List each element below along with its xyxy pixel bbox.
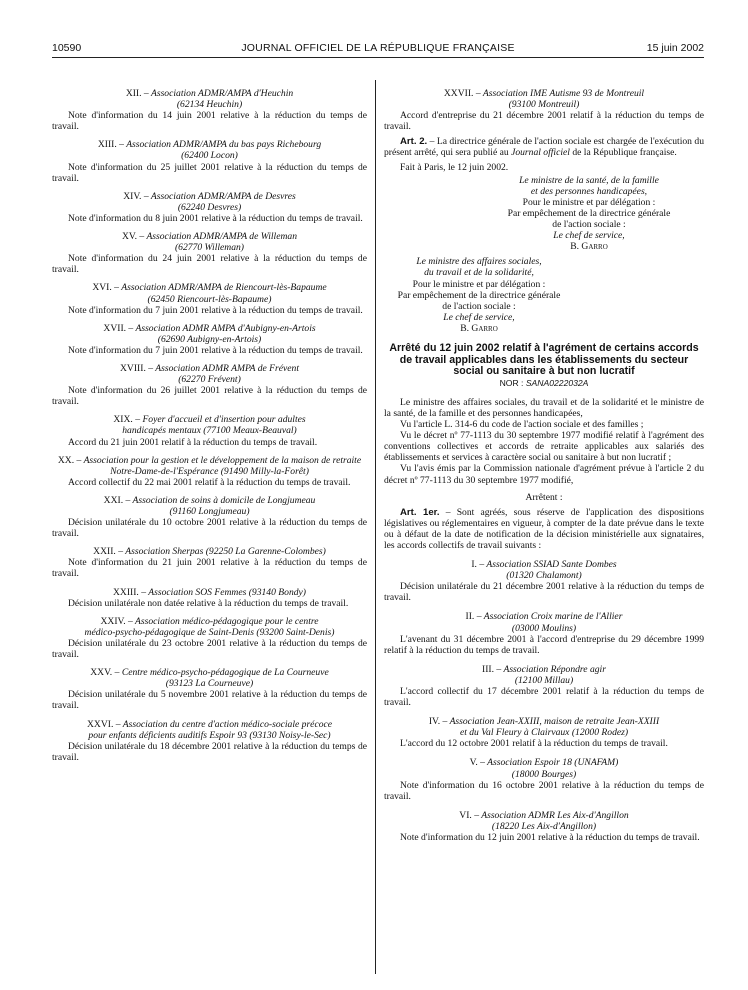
entry-place: (12100 Millau) <box>514 674 574 686</box>
entry-place: et du Val Fleury à Clairvaux (12000 Rodez) <box>459 727 629 739</box>
signature-line: B. Garro <box>570 241 608 253</box>
entry-heading <box>384 611 704 633</box>
nor-code: SANA0222032A <box>525 377 589 388</box>
article-text: – Sont agréés, sous réserve de l'application des dispositions législatives ou réglementaires en vigueur, à compter de la date prévue dans le texte ou à défaut de la date de notification de la décision ministérielle aux signataires, les accords collectifs de travail suivants : <box>384 506 704 551</box>
entry-title: Association IME Autisme 93 de Montreuil <box>482 88 645 99</box>
article-text-end: de la République française. <box>569 147 677 159</box>
entry-title: Association SSIAD Sante Dombes <box>486 559 617 571</box>
entry-text: Note d'information du 7 juin 2001 relative à la réduction du temps de travail. <box>68 344 363 356</box>
entry-number: XVI. – <box>92 282 119 294</box>
entry <box>52 231 367 275</box>
preamble-paragraph: Le ministre des affaires sociales, du travail et de la solidarité et le ministre de la santé, de la famille et des personnes handicapées, <box>384 396 704 419</box>
entry-place: (62450 Riencourt-lès-Bapaume) <box>147 293 272 305</box>
entry-text: Note d'information du 8 juin 2001 relative à la réduction du temps de travail. <box>68 212 363 224</box>
entry-text: Décision unilatérale non datée relative à la réduction du temps de travail. <box>68 597 349 609</box>
entry-text: Décision unilatérale du 18 décembre 2001 relative à la réduction du temps de travail. <box>52 740 367 763</box>
signature-line: Le ministre des affaires sociales, <box>416 256 542 268</box>
entry-text: Note d'information du 12 juin 2001 relative à la réduction du temps de travail. <box>400 832 700 844</box>
entry-number: XV. – <box>121 231 145 243</box>
entry-place: (18220 Les Aix-d'Angillon) <box>491 820 597 832</box>
entry-heading <box>52 455 367 477</box>
entry <box>52 363 367 407</box>
entry-number: III. – <box>482 663 502 675</box>
entry-place: (62770 Willeman) <box>174 242 244 254</box>
entry-heading <box>52 616 367 638</box>
entry-title: Association Sherpas (92250 La Garenne-Colombes) <box>125 546 326 558</box>
signature-line: Le ministre de la santé, de la famille <box>519 174 659 186</box>
entry-title: Association médico-pédagogique pour le centre <box>135 615 319 627</box>
entry <box>52 282 367 315</box>
entry-title: Association Espoir 18 (UNAFAM) <box>487 757 619 769</box>
entry-heading <box>52 139 367 161</box>
right-column <box>384 88 704 843</box>
left-column <box>52 88 367 763</box>
entry-heading <box>384 757 704 779</box>
entry-place: médico-psycho-pédagogique de Saint-Denis (93200 Saint-Denis) <box>84 626 335 638</box>
entry-place: (03000 Moulins) <box>511 622 577 634</box>
arrete-title: Arrêté du 12 juin 2002 relatif à l'agrément de certains accords de travail applicables dans les établissements du secteur social ou sanitaire à but non lucratif <box>389 341 699 378</box>
entry <box>52 667 367 711</box>
entry-place: (93100 Montreuil) <box>508 99 580 111</box>
entry <box>384 611 704 655</box>
arretent: Arrêtent : <box>525 491 563 503</box>
entry-title: Association ADMR/AMPA du bas pays Richebourg <box>126 139 322 151</box>
entry-heading <box>52 282 367 304</box>
entry-text: Note d'information du 26 juillet 2001 relative à la réduction du temps de travail. <box>52 385 367 408</box>
entry-title: Association Croix marine de l'Allier <box>483 611 623 623</box>
entry-title: Foyer d'accueil et d'insertion pour adultes <box>142 414 306 426</box>
journal-name: Journal officiel <box>511 147 570 159</box>
entry <box>52 414 367 447</box>
article-text: – La directrice générale de l'action sociale est chargée de l'exécution du présent arrêté, qui sera publié au <box>384 136 704 159</box>
entry-title: Association ADMR/AMPA de Willeman <box>146 231 297 243</box>
entry-number: XX. – <box>57 454 82 466</box>
nor-label: NOR : <box>499 377 526 388</box>
column-divider <box>375 80 376 974</box>
entry-title: Association pour la gestion et le développement de la maison de retraite Notre-Dame-de-l'Espérance (91490 Milly-la-Forêt) <box>83 454 362 477</box>
entry-place: (91160 Longjumeau) <box>169 506 250 517</box>
entry-place: (62270 Frévent) <box>178 374 241 386</box>
entry <box>384 559 704 603</box>
entry-place: (62400 Locon) <box>181 150 238 162</box>
entry-text: Note d'information du 24 juin 2001 relative à la réduction du temps de travail. <box>52 253 367 276</box>
entry-place: (62240 Desvres) <box>177 201 242 213</box>
entry-heading <box>52 414 367 436</box>
signature-block-2 <box>384 256 574 334</box>
entry-heading <box>52 587 367 598</box>
entry-number: XXV. – <box>90 667 120 679</box>
entry-heading <box>384 716 704 738</box>
entry-title: Association de soins à domicile de Longjumeau <box>132 494 316 506</box>
place-date-line: Fait à Paris, le 12 juin 2002. <box>400 161 509 173</box>
entry-text: Note d'information du 7 juin 2001 relative à la réduction du temps de travail. <box>68 304 363 316</box>
entry <box>384 757 704 801</box>
entry-heading <box>52 231 367 253</box>
article-label: Art. 1er. <box>400 506 440 518</box>
entry-number: XVII. – <box>103 322 134 334</box>
entry-heading <box>52 719 367 741</box>
entry-number: XII. – <box>125 88 149 99</box>
entry-title: Association ADMR AMPA d'Aubigny-en-Artois <box>135 322 316 334</box>
entry-number: II. – <box>465 611 482 623</box>
entry-title: Association ADMR/AMPA de Desvres <box>150 190 296 202</box>
entry-number: XXII. – <box>93 546 124 558</box>
entry-place: (01320 Chalamont) <box>506 570 582 582</box>
entry-text: Accord du 21 juin 2001 relatif à la réduction du temps de travail. <box>68 436 318 448</box>
entry-number: XXI. – <box>103 494 131 506</box>
entry-number: XXIII. – <box>112 586 147 598</box>
article-2 <box>384 136 704 158</box>
header-rule <box>52 57 704 58</box>
journal-title: JOURNAL OFFICIEL DE LA RÉPUBLIQUE FRANÇAISE <box>241 42 515 54</box>
entry-title: Association ADMR/AMPA d'Heuchin <box>150 88 294 99</box>
entry-number: XXVII. – <box>443 88 481 99</box>
entry-text: Note d'information du 16 octobre 2001 relative à la réduction du temps de travail. <box>384 779 704 802</box>
entry <box>52 546 367 579</box>
entry <box>384 810 704 843</box>
entry-title: Association ADMR/AMPA de Riencourt-lès-Bapaume <box>121 282 327 294</box>
entry-number: VI. – <box>459 809 479 821</box>
entry-place: (93123 La Courneuve) <box>165 678 254 690</box>
signature-line: de l'action sociale : <box>552 219 626 231</box>
entry <box>384 716 704 749</box>
entry-number: XXVI. – <box>86 718 121 730</box>
entry-text: Note d'information du 21 juin 2001 relative à la réduction du temps de travail. <box>52 557 367 580</box>
signature-block-1 <box>474 175 704 253</box>
entry-place: (62690 Aubigny-en-Artois) <box>157 333 262 345</box>
entry-text: Décision unilatérale du 10 octobre 2001 relative à la réduction du temps de travail. <box>52 517 367 540</box>
entry-number: I. – <box>471 559 485 571</box>
entry-text: Accord d'entreprise du 21 décembre 2001 relatif à la réduction du temps de travail. <box>384 110 704 133</box>
entry-number: XIV. – <box>123 190 149 202</box>
entry-title: Centre médico-psycho-pédagogique de La Courneuve <box>121 667 329 679</box>
entry-heading <box>52 191 367 213</box>
entry-number: IV. – <box>428 716 448 728</box>
entry-title: Association SOS Femmes (93140 Bondy) <box>148 586 307 598</box>
entry-heading <box>384 88 704 110</box>
signature-line: et des personnes handicapées, <box>530 185 648 197</box>
preamble <box>384 397 704 486</box>
entry <box>52 191 367 224</box>
entry-number: XXIV. – <box>100 615 133 627</box>
preamble-paragraph: Vu l'avis émis par la Commission nationale d'agrément prévue à l'article 2 du décret nº 77-1113 du 30 septembre 1977 modifié, <box>384 463 704 486</box>
entry <box>52 323 367 356</box>
entry-number: XIX. – <box>113 414 141 426</box>
entry-place: (62134 Heuchin) <box>176 99 243 111</box>
signature-line: Par empêchement de la directrice générale <box>507 207 671 219</box>
entry-text: Décision unilatérale du 5 novembre 2001 relative à la réduction du temps de travail. <box>52 689 367 712</box>
article-1 <box>384 507 704 551</box>
entry-xxvii <box>384 88 704 132</box>
entry-title: Association ADMR AMPA de Frévent <box>155 362 299 374</box>
entry-heading <box>52 667 367 689</box>
issue-date: 15 juin 2002 <box>646 42 704 54</box>
page-number: 10590 <box>52 42 82 54</box>
entry-title: Association Jean-XXIII, maison de retraite Jean-XXIII <box>449 716 660 728</box>
entry-heading <box>52 495 367 517</box>
entry-text: Note d'information du 14 juin 2001 relative à la réduction du temps de travail. <box>52 110 367 133</box>
signature-line: Le chef de service, <box>553 230 625 242</box>
entry-heading <box>52 323 367 345</box>
entry-heading <box>52 546 367 557</box>
signature-line: Pour le ministre et par délégation : <box>522 196 656 208</box>
nor-line <box>384 378 704 389</box>
entry-heading <box>384 664 704 686</box>
entry-place: handicapés mentaux (77100 Meaux-Beauval) <box>122 425 297 437</box>
article-label: Art. 2. <box>400 136 428 148</box>
signature-line: Pour le ministre et par délégation : <box>412 278 546 290</box>
signature-line: B. Garro <box>460 322 498 334</box>
page-header <box>52 42 704 58</box>
entry <box>52 139 367 183</box>
entry-heading <box>52 88 367 110</box>
signature-line: de l'action sociale : <box>442 300 516 312</box>
entry-text: L'avenant du 31 décembre 2001 à l'accord d'entreprise du 29 décembre 1999 relatif à la réduction du temps de travail. <box>384 633 704 656</box>
agreed-accords-list <box>384 559 704 843</box>
entry-text: Décision unilatérale du 21 décembre 2001 relative à la réduction du temps de travail. <box>384 581 704 604</box>
preamble-paragraph: Vu l'article L. 314-6 du code de l'action sociale et des familles ; <box>400 419 644 431</box>
preamble-paragraph: Vu le décret nº 77-1113 du 30 septembre 1977 modifié relatif à l'agrément des conventions collectives et accords de retraite applicables aux salariés des établissements et services à caractère social ou sanitaire à but non lucratif ; <box>384 430 704 464</box>
signature-line: Par empêchement de la directrice générale <box>397 289 561 301</box>
entry-title: Association ADMR Les Aix-d'Angillon <box>481 809 629 821</box>
entry <box>384 664 704 708</box>
entry-heading <box>52 363 367 385</box>
entry-text: Note d'information du 25 juillet 2001 relative à la réduction du temps de travail. <box>52 161 367 184</box>
entry-text: L'accord collectif du 17 décembre 2001 relatif à la réduction du temps de travail. <box>384 686 704 709</box>
signature-line: du travail et de la solidarité, <box>424 267 534 279</box>
entry-text: Décision unilatérale du 23 octobre 2001 relative à la réduction du temps de travail. <box>52 637 367 661</box>
entry-title: Association Répondre agir <box>503 663 606 675</box>
entry-number: XIII. – <box>97 139 124 151</box>
entry-heading <box>384 810 704 832</box>
entry-number: XVIII. – <box>120 362 154 374</box>
entry <box>52 616 367 660</box>
entry <box>52 495 367 539</box>
entry-text: Accord collectif du 22 mai 2001 relatif à la réduction du temps de travail. <box>68 476 351 488</box>
entry-heading <box>384 559 704 581</box>
signature-line: Le chef de service, <box>443 311 515 323</box>
entry <box>52 455 367 488</box>
entry <box>52 587 367 609</box>
entry-text: L'accord du 12 octobre 2001 relatif à la réduction du temps de travail. <box>400 738 668 750</box>
entry <box>52 719 367 763</box>
entry-place: (18000 Bourges) <box>511 768 577 780</box>
entry <box>52 88 367 132</box>
entry-number: V. – <box>469 757 485 769</box>
entry-title: Association du centre d'action médico-sociale précoce <box>122 718 333 730</box>
entry-place: pour enfants déficients auditifs Espoir 93 (93130 Noisy-le-Sec) <box>88 729 331 741</box>
